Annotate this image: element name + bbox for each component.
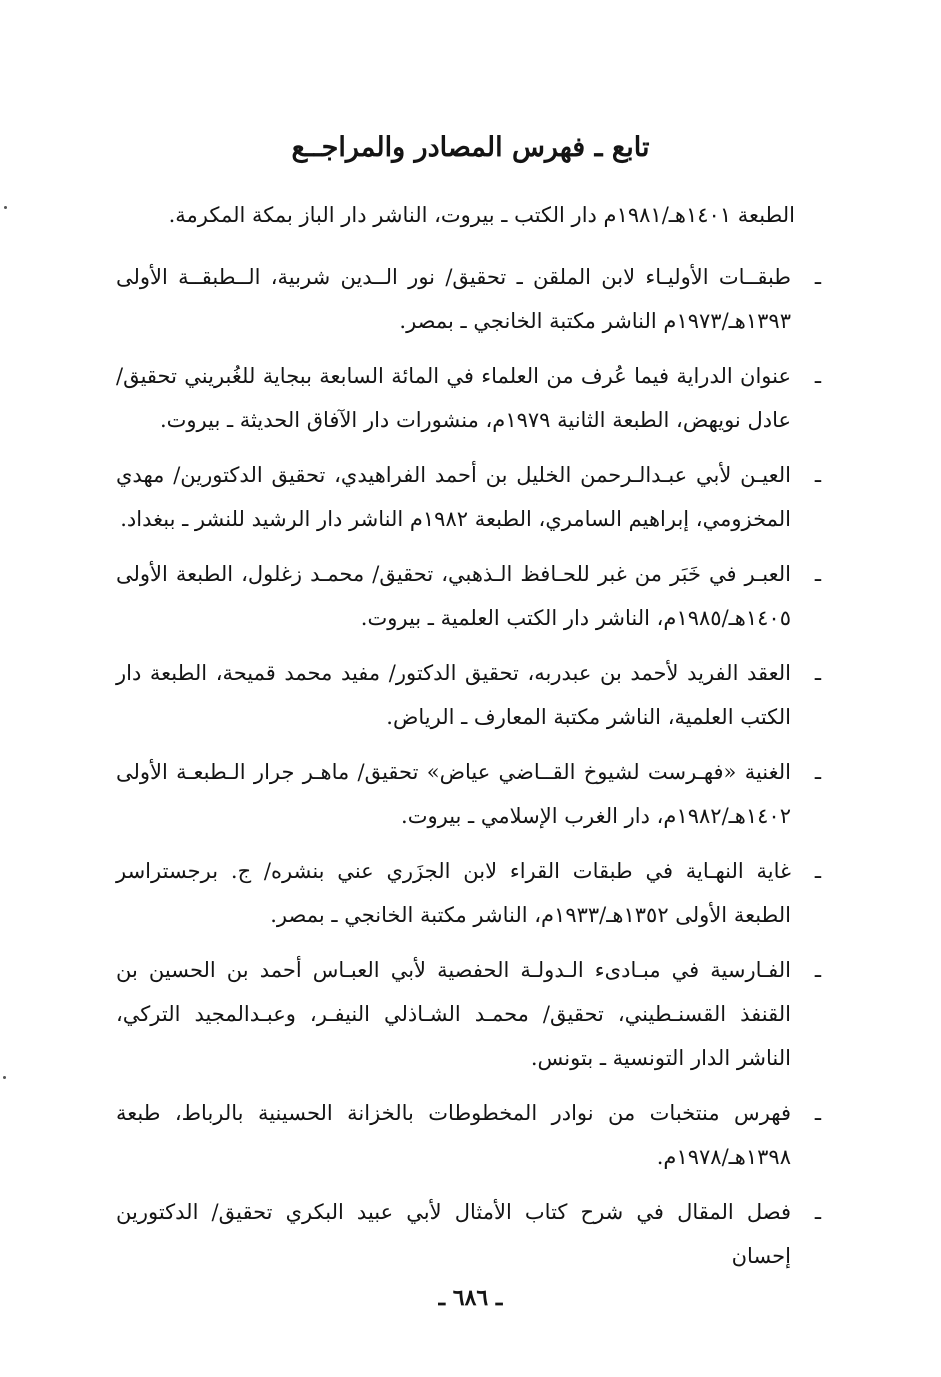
bibliography-list (116, 255, 821, 1289)
entry-bullet: ـ (814, 1101, 821, 1125)
entry-text: فهرس منتخبات من نوادر المخطوطات بالخزانة الحسينية بالرباط، طبعة ١٣٩٨هـ/١٩٧٨م. (116, 1101, 791, 1169)
entry-text: غاية النهـاية في طبقات القراء لابن الجزَري عني بنشره/ ج. برجستراسر الطبعة الأولى ١٣٥٢هـ/١٩٣٣م، الناشر مكتبة الخانجي ـ بمصر. (116, 859, 791, 927)
entry-text: العقد الفريد لأحمد بن عبدربه، تحقيق الدكتور/ مفيد محمد قميحة، الطبعة دار الكتب العلمية، الناشر مكتبة المعارف ـ الرياض. (116, 661, 791, 729)
bibliography-entry (116, 552, 821, 640)
entry-bullet: ـ (814, 265, 821, 289)
page-title: تابع ـ فهرس المصادر والمراجــع (291, 132, 650, 163)
entry-bullet: ـ (814, 661, 821, 685)
entry-text: عنوان الدراية فيما عُرف من العلماء في المائة السابعة ببجاية للغُبريني تحقيق/ عادل نويهض، الطبعة الثانية ١٩٧٩م، منشورات دار الآفاق الحديثة ـ بيروت. (116, 364, 791, 432)
entry-bullet: ـ (814, 364, 821, 388)
page-number: ـ ٦٨٦ ـ (438, 1285, 503, 1311)
entry-bullet: ـ (814, 1200, 821, 1224)
entry-text: فصل المقال في شرح كتاب الأمثال لأبي عبيد البكري تحقيق/ الدكتورين إحسان (116, 1200, 791, 1268)
bibliography-entry (116, 453, 821, 541)
entry-bullet: ـ (814, 463, 821, 487)
bibliography-entry (116, 1190, 821, 1278)
continued-entry: الطبعة ١٤٠١هـ/١٩٨١م دار الكتب ـ بيروت، الناشر دار الباز بمكة المكرمة. (168, 203, 795, 227)
entry-bullet: ـ (814, 562, 821, 586)
entry-text: طبقــات الأوليـاء لابن الملقن ـ تحقيق/ نور الــدين شربية، الــطبقــة الأولى ١٣٩٣هـ/١٩٧٣م الناشر مكتبة الخانجي ـ بمصر. (116, 265, 791, 333)
bibliography-entry (116, 948, 821, 1080)
scan-speck (3, 1076, 6, 1079)
scan-speck (4, 206, 7, 209)
entry-bullet: ـ (814, 859, 821, 883)
entry-text: العيـن لأبي عبـدالـرحمن الخليل بن أحمد الفراهيدي، تحقيق الدكتورين/ مهدي المخزومي، إبراهيم السامري، الطبعة ١٩٨٢م الناشر دار الرشيد للنشر ـ ببغداد. (116, 463, 791, 531)
entry-text: العبـر في خَبَر من غبر للحـافظ الـذهبي، تحقيق/ محمـد زغلول، الطبعة الأولى ١٤٠٥هـ/١٩٨٥م، الناشر دار الكتب العلمية ـ بيروت. (116, 562, 791, 630)
entry-bullet: ـ (814, 760, 821, 784)
bibliography-entry (116, 255, 821, 343)
entry-bullet: ـ (814, 958, 821, 982)
entry-text: الغنية «فهـرست لشيوخ القــاضي عياض» تحقيق/ ماهـر جرار الـطبعـة الأولى ١٤٠٢هـ/١٩٨٢م، دار الغرب الإسلامي ـ بيروت. (116, 760, 791, 828)
bibliography-entry (116, 651, 821, 739)
entry-text: الفـارسية في مبـادىء الـدولـة الحفصية لأبي العبـاس أحمد بن الحسين بن القنفذ القسنـطيني، تحقيق/ محمـد الشـاذلي النيفـر، وعبـدالمجيد التركي، الناشر الدار التونسية ـ بتونس. (116, 958, 791, 1070)
bibliography-entry (116, 1091, 821, 1179)
bibliography-entry (116, 750, 821, 838)
bibliography-entry (116, 849, 821, 937)
bibliography-entry (116, 354, 821, 442)
